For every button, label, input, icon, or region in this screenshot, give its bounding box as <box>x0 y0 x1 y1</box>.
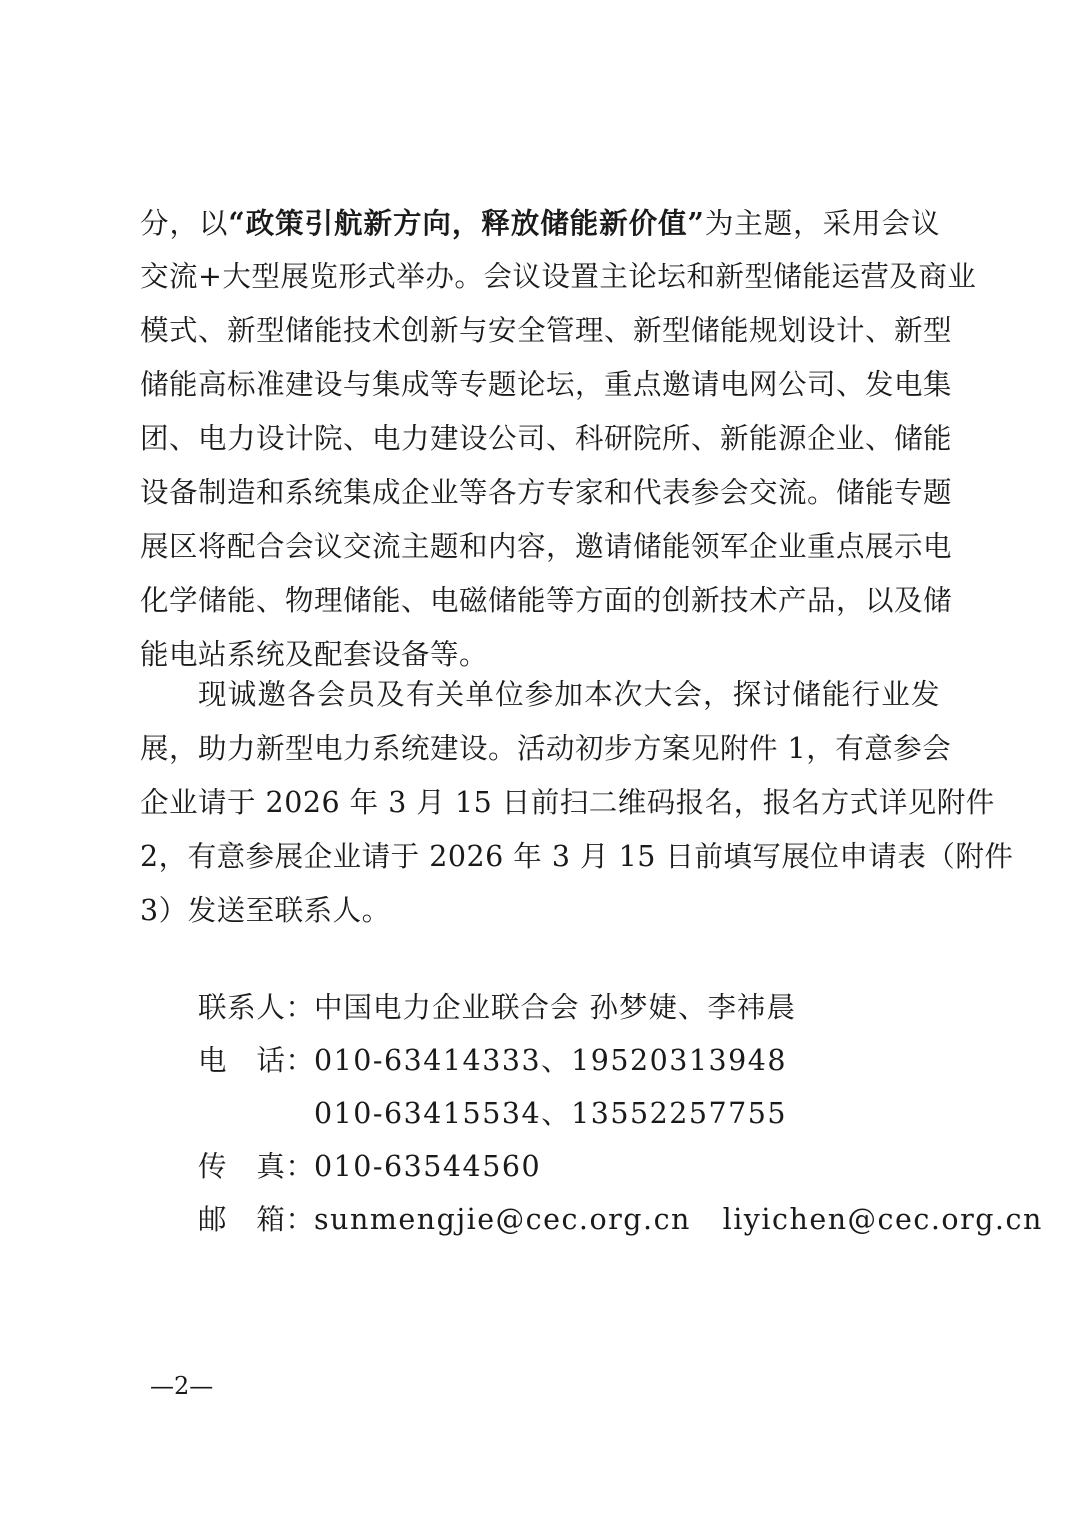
conference-theme: “政策引航新方向，释放储能新价值” <box>228 206 705 240</box>
paragraph-line <box>140 195 940 251</box>
contact-email-label: 邮 箱： <box>198 1203 314 1236</box>
text-fragment: 为主题，采用会议 <box>704 207 940 240</box>
contact-person-label: 联系人： <box>198 991 314 1024</box>
contact-email-row <box>198 1195 1043 1245</box>
paragraph-line: 3）发送至联系人。 <box>140 894 391 927</box>
paragraph-line: 2，有意参展企业请于 2026 年 3 月 15 日前填写展位申请表（附件 <box>140 840 1014 873</box>
contact-phone-label: 电 话： <box>198 1044 314 1077</box>
contact-person-row <box>198 983 796 1033</box>
contact-person-value: 中国电力企业联合会 孙梦婕、李祎晨 <box>314 991 797 1024</box>
paragraph-line: 企业请于 2026 年 3 月 15 日前扫二维码报名，报名方式详见附件 <box>140 786 995 819</box>
text-fragment: 分，以 <box>140 207 229 240</box>
paragraph-line: 储能高标准建设与集成等专题论坛，重点邀请电网公司、发电集 <box>140 368 953 401</box>
paragraph-line: 展，助力新型电力系统建设。活动初步方案见附件 1，有意参会 <box>140 732 952 765</box>
paragraph-line: 化学储能、物理储能、电磁储能等方面的创新技术产品，以及储 <box>140 584 953 617</box>
page-number: —2— <box>150 1372 214 1400</box>
contact-fax-value: 010-63544560 <box>314 1150 542 1183</box>
contact-phone-value: 010-63415534、13552257755 <box>314 1097 788 1130</box>
paragraph-line: 模式、新型储能技术创新与安全管理、新型储能规划设计、新型 <box>140 314 953 347</box>
paragraph-line: 交流+大型展览形式举办。会议设置主论坛和新型储能运营及商业 <box>140 260 977 293</box>
contact-phone-row <box>198 1036 787 1086</box>
paragraph-line: 现诚邀各会员及有关单位参加本次大会，探讨储能行业发 <box>198 678 940 711</box>
paragraph-line: 能电站系统及配套设备等。 <box>140 638 489 671</box>
paragraph-line: 展区将配合会议交流主题和内容，邀请储能领军企业重点展示电 <box>140 530 953 563</box>
contact-phone-value: 010-63414333、19520313948 <box>314 1044 788 1077</box>
contact-fax-label: 传 真： <box>198 1150 314 1183</box>
contact-fax-row <box>198 1142 541 1192</box>
contact-phone-row-2 <box>314 1089 787 1139</box>
paragraph-line: 设备制造和系统集成企业等各方专家和代表参会交流。储能专题 <box>140 476 953 509</box>
paragraph-line: 团、电力设计院、电力建设公司、科研院所、新能源企业、储能 <box>140 422 953 455</box>
contact-email-value: sunmengjie@cec.org.cn liyichen@cec.org.cn <box>314 1203 1043 1236</box>
